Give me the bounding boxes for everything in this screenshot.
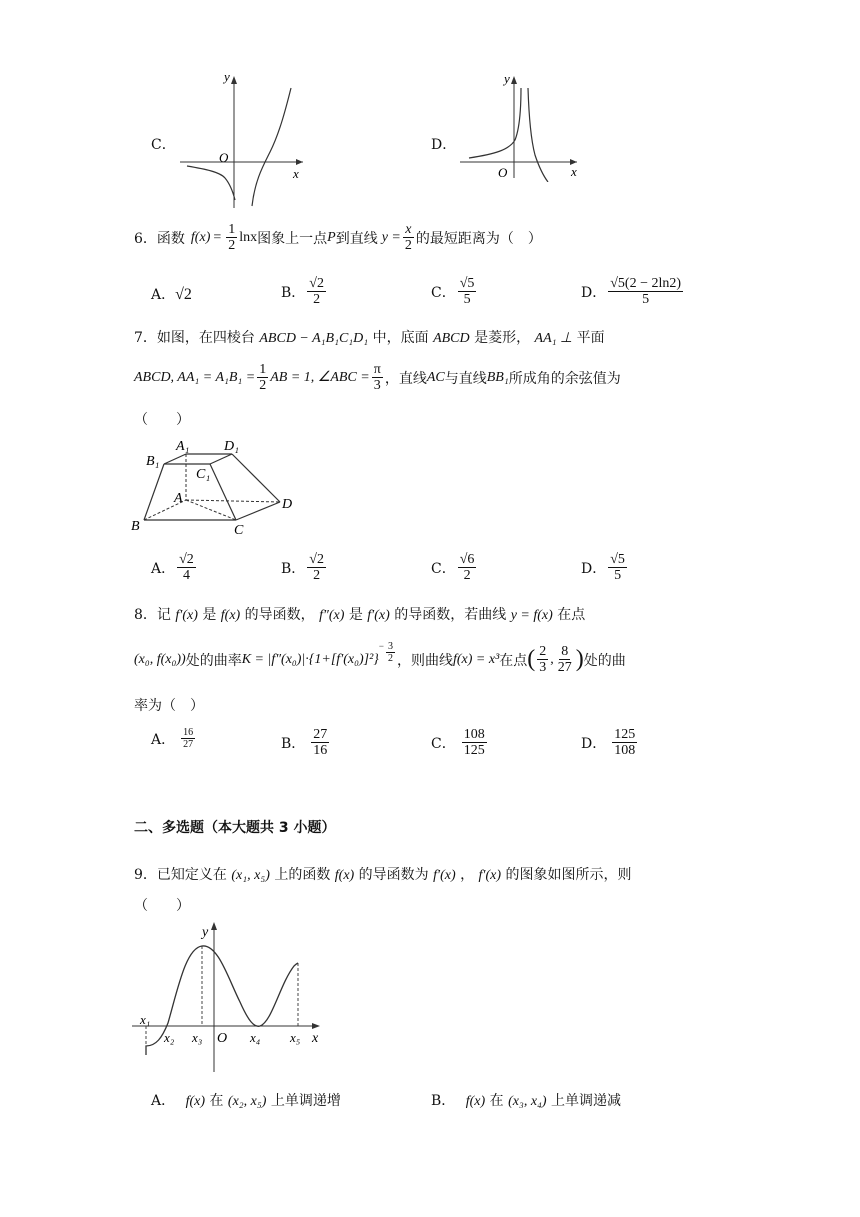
q8-option-c: C． $\frac{108}{125}$ bbox=[431, 727, 485, 758]
q6-prefix: 6．函数 bbox=[134, 230, 185, 247]
q9-derivative-graph bbox=[128, 918, 328, 1076]
q9-x2-label: x₂ bbox=[164, 1030, 175, 1045]
q8-line-1: 8．记 f′(x) 是 f(x) 的导函数， f″(x) 是 f′(x) 的导函数，若曲线 y = f(x) 在点 bbox=[134, 607, 586, 623]
q9-x4-label: x₄ bbox=[250, 1030, 261, 1045]
q9-line-1: 9．已知定义在 (x₁, x₅) 上的函数 f(x) 的导函数为 f′(x) ， f′(x) 的图象如图所示，则 bbox=[134, 867, 632, 883]
q8-line-3: 率为（ ） bbox=[134, 698, 204, 714]
label-D1: D₁ bbox=[224, 439, 239, 454]
q6-eq: = bbox=[213, 229, 222, 245]
q9-origin-label: O bbox=[217, 1031, 228, 1046]
q9-x1-label: x₁ bbox=[140, 1012, 151, 1027]
q6-lnx: lnx bbox=[239, 229, 258, 245]
question-6 bbox=[134, 222, 542, 253]
label-D: D bbox=[282, 497, 293, 512]
label-B1: B₁ bbox=[146, 454, 160, 469]
q5c-origin-label: O bbox=[219, 150, 229, 165]
q9-y-label: y bbox=[202, 925, 209, 940]
q6-option-b: B． $\frac{√2}{2}$ bbox=[281, 276, 324, 307]
q5d-origin-label: O bbox=[498, 165, 508, 180]
q7-option-d: D． $\frac{√5}{5}$ bbox=[581, 552, 625, 583]
q9-x3-label: x₃ bbox=[192, 1030, 203, 1045]
label-A1: A₁ bbox=[176, 439, 190, 454]
q6-option-d: D． $\frac{√5(2 - 2\ln 2)}{5}$ bbox=[581, 276, 682, 307]
q6-fx: f(x) bbox=[190, 229, 211, 245]
q6-half: $\frac{1}{2}$ bbox=[228, 222, 236, 253]
q8-option-d: D． $\frac{125}{108}$ bbox=[581, 727, 636, 758]
q7-line-1: 7．如图，在四棱台 ABCD − A₁B₁C₁D₁ 中，底面 ABCD 是菱形， AA₁ ⊥ 平面 bbox=[134, 330, 605, 346]
q5-graph-c bbox=[175, 70, 310, 210]
q9-option-a: A． f(x) 在 (x₂, x₅) 上单调递增 bbox=[151, 1093, 341, 1109]
q5c-y-label: y bbox=[224, 70, 230, 84]
q5-option-c-label: C． bbox=[151, 137, 176, 153]
q6-option-a: A．√2 bbox=[151, 286, 192, 303]
q9-x5-label: x₅ bbox=[290, 1030, 301, 1045]
label-C1: C₁ bbox=[196, 467, 211, 482]
q6-mid2: 到直线 bbox=[335, 230, 378, 247]
q6-option-c: C． $\frac{√5}{5}$ bbox=[431, 276, 475, 307]
q5-graph-d bbox=[455, 70, 585, 182]
q7-option-c: C． $\frac{√6}{2}$ bbox=[431, 552, 475, 583]
q9-line-2: （ ） bbox=[134, 898, 190, 914]
q5d-x-label: x bbox=[571, 164, 577, 179]
q6-mid: 图象上一点 bbox=[257, 230, 328, 247]
q7-line-2: ABCD, AA₁ = A₁B₁ = $\frac{1}{2}$ AB = 1, ∠ABC = $\frac{\pi}{3}$ ，直线 AC 与直线 BB₁ 所成角的余弦值为 bbox=[134, 362, 621, 393]
q7-option-b: B． $\frac{√2}{2}$ bbox=[281, 552, 324, 583]
q7-option-a: A． $\frac{√2}{4}$ bbox=[151, 552, 194, 583]
q6-y-eq: y = bbox=[381, 229, 401, 245]
label-A: A bbox=[174, 491, 183, 506]
q5c-x-label: x bbox=[293, 166, 299, 181]
q8-option-a: A． $\frac{16}{27}$ bbox=[151, 727, 194, 750]
q8-line-2: (x₀, f(x₀)) 处的曲率 K = |f″(x₀)|·{1+[f′(x₀)]²} − $\frac{3}{2}$ ，则曲线 f(x) = x³ 在点 ( $\frac{2}{3}$ , $\frac{8}{27}$ ) 处的曲 bbox=[134, 641, 626, 675]
q9-option-b: B． f(x) 在 (x₃, x₄) 上单调递减 bbox=[431, 1093, 622, 1109]
q6-P: P bbox=[327, 229, 336, 245]
q6-suffix: 的最短距离为（ ） bbox=[415, 230, 542, 247]
label-C: C bbox=[234, 523, 244, 538]
label-B: B bbox=[131, 519, 140, 534]
q7-line-3: （ ） bbox=[134, 412, 190, 428]
q5-option-d-label: D． bbox=[431, 137, 457, 153]
q5d-y-label: y bbox=[504, 71, 510, 86]
q7-frustum-figure bbox=[128, 432, 298, 542]
section-2-heading: 二、多选题（本大题共 3 小题） bbox=[134, 820, 336, 836]
q9-x-label: x bbox=[312, 1031, 319, 1046]
q8-option-b: B． $\frac{27}{16}$ bbox=[281, 727, 328, 758]
q6-xhalf: $\frac{x}{2}$ bbox=[404, 222, 412, 253]
